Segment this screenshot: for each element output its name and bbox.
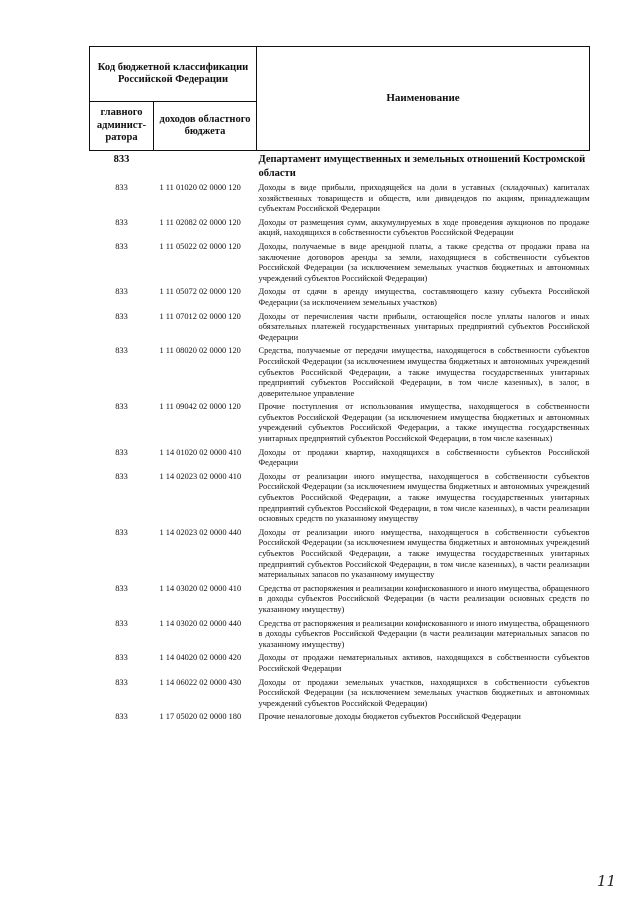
- row-income-code: 1 11 05022 02 0000 120: [159, 241, 241, 251]
- row-income-code: 1 11 01020 02 0000 120: [159, 183, 241, 192]
- header-name: Наименование: [257, 47, 590, 151]
- table-row: [90, 345, 590, 401]
- header-code-group: Код бюджетной классификации Российской Федерации: [90, 47, 257, 102]
- table-row: [90, 583, 590, 618]
- table-row: [90, 677, 590, 712]
- table-row: [90, 311, 590, 346]
- row-description: Доходы, получаемые в виде арендной платы, а также средства от продажи права на заключение договоров аренды за земли, находящиеся в собственности субъектов Российской Федерации (за исключением земельных участков бюджетных и автономных учреждений субъектов Российской Федерации): [258, 241, 590, 283]
- row-income-code: 1 11 05072 02 0000 120: [159, 287, 241, 297]
- table-row: [90, 471, 590, 527]
- row-admin-code: 833: [115, 241, 128, 251]
- row-description: Прочие поступления от использования имущества, находящегося в собственности субъектов Российской Федерации (за исключением имущества бюджетных и автономных учреждений субъектов Российской Федерации, а также имущества государственных унитарных предприятий субъектов Российской Федерации, в том числе казенных): [258, 402, 590, 444]
- row-description: Доходы от реализации иного имущества, находящегося в собственности субъектов Российской Федерации (за исключением имущества бюджетных и автономных учреждений субъектов Российской Федерации, а также имущества государственных унитарных предприятий субъектов Российской Федерации, в том числе казенных), в части реализации основных средств по указанному имуществу: [258, 471, 590, 524]
- department-name: Департамент имущественных и земельных отношений Костромской области: [258, 154, 586, 179]
- row-description: Доходы от продажи квартир, находящихся в собственности субъектов Российской Федерации: [258, 447, 590, 468]
- row-description: Доходы от перечисления части прибыли, остающейся после уплаты налогов и иных обязательных платежей государственных унитарных предприятий субъектов Российской Федерации: [258, 311, 590, 342]
- row-income-code: 1 14 03020 02 0000 440: [159, 618, 242, 628]
- row-admin-code: 833: [115, 287, 128, 297]
- row-admin-code: 833: [115, 402, 128, 412]
- table-row: [90, 618, 590, 653]
- row-income-code: 1 14 06022 02 0000 430: [159, 677, 242, 687]
- row-admin-code: 833: [115, 712, 128, 722]
- department-empty-cell: [154, 151, 257, 183]
- table-row: [90, 527, 590, 583]
- row-description: Доходы от продажи нематериальных активов, находящихся в собственности субъектов Российской Федерации: [258, 653, 590, 673]
- budget-classification-table: [89, 46, 590, 725]
- row-income-code: 1 14 02023 02 0000 440: [159, 527, 242, 537]
- row-income-code: 1 11 02082 02 0000 120: [159, 217, 241, 227]
- department-row: [90, 151, 590, 183]
- row-description: Доходы в виде прибыли, приходящейся на доли в уставных (складочных) капиталах хозяйственных товариществ и обществ, или дивидендов по акциям, принадлежащим субъектам Российской Федерации: [258, 183, 590, 214]
- table-row: [90, 401, 590, 446]
- table-row: [90, 652, 590, 676]
- row-description: Доходы от сдачи в аренду имущества, составляющего казну субъекта Российской Федерации (за исключением земельных участков): [258, 287, 590, 307]
- row-description: Средства от распоряжения и реализации конфискованного и иного имущества, обращенного в доходы субъектов Российской Федерации (в части реализации основных средств по указанному имуществу): [258, 583, 590, 614]
- row-admin-code: 833: [115, 183, 128, 192]
- row-description: Доходы от размещения сумм, аккумулируемых в ходе проведения аукционов по продаже акций, находящихся в собственности субъектов Российской Федерации: [258, 217, 590, 238]
- table-body: [90, 151, 590, 725]
- row-income-code: 1 11 08020 02 0000 120: [159, 346, 241, 356]
- table-row: [90, 286, 590, 310]
- table-row: [90, 182, 590, 217]
- table-header-row: [90, 47, 590, 102]
- table-row: [90, 711, 590, 725]
- row-description: Средства от распоряжения и реализации конфискованного и иного имущества, обращенного в доходы субъектов Российской Федерации (в части реализации материальных запасов по указанному имуществу): [258, 618, 590, 649]
- row-income-code: 1 14 04020 02 0000 420: [159, 653, 242, 663]
- row-admin-code: 833: [115, 217, 128, 227]
- row-admin-code: 833: [115, 311, 128, 321]
- row-description: Доходы от продажи земельных участков, находящихся в собственности субъектов Российской Федерации (за исключением земельных участков бюджетных и автономных учреждений субъектов Российской Федерации): [258, 677, 590, 708]
- table-row: [90, 241, 590, 286]
- row-income-code: 1 17 05020 02 0000 180: [159, 712, 242, 722]
- page-number: 11: [597, 872, 617, 890]
- row-description: Средства, получаемые от передачи имущества, находящегося в собственности субъектов Российской Федерации (за исключением имущества бюджетных и автономных учреждений субъектов Российской Федерации, а также имущества государственных унитарных предприятий субъектов Российской Федерации, в том числе казенных), в залог, в доверительное управление: [258, 346, 590, 398]
- row-admin-code: 833: [115, 583, 128, 593]
- table-row: [90, 217, 590, 241]
- department-admin-code: 833: [113, 154, 130, 165]
- row-income-code: 1 14 02023 02 0000 410: [159, 471, 242, 481]
- row-income-code: 1 14 03020 02 0000 410: [159, 583, 242, 593]
- row-description: Прочие неналоговые доходы бюджетов субъектов Российской Федерации: [258, 712, 521, 722]
- row-admin-code: 833: [115, 447, 128, 457]
- table-row: [90, 447, 590, 471]
- row-description: Доходы от реализации иного имущества, находящегося в собственности субъектов Российской Федерации (за исключением имущества бюджетных и автономных учреждений субъектов Российской Федерации, а также имущества государственных унитарных предприятий субъектов Российской Федерации, в том числе казенных), в части реализации материальных запасов по указанному имуществу: [258, 527, 590, 580]
- header-income: доходов областного бюджета: [154, 102, 257, 151]
- row-admin-code: 833: [115, 653, 128, 663]
- row-admin-code: 833: [115, 618, 128, 628]
- header-admin: главного админист-ратора: [90, 102, 154, 151]
- row-income-code: 1 11 09042 02 0000 120: [159, 402, 241, 412]
- row-admin-code: 833: [115, 677, 128, 687]
- row-admin-code: 833: [115, 471, 128, 481]
- row-admin-code: 833: [115, 527, 128, 537]
- row-income-code: 1 14 01020 02 0000 410: [159, 447, 242, 457]
- row-income-code: 1 11 07012 02 0000 120: [159, 311, 241, 321]
- row-admin-code: 833: [115, 346, 128, 356]
